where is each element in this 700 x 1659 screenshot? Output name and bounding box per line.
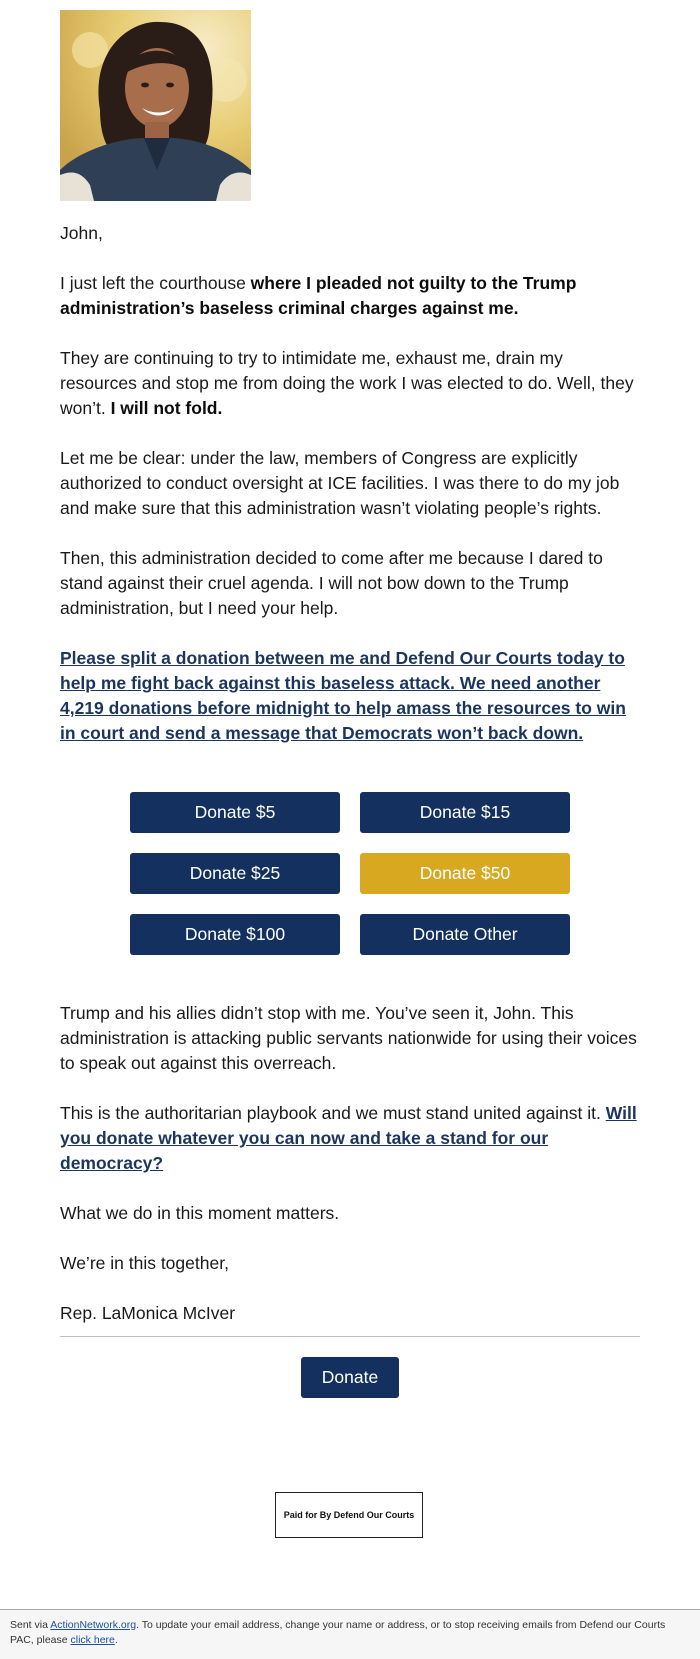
divider: [60, 1336, 640, 1337]
paragraph-together: We’re in this together,: [60, 1253, 229, 1273]
footer-prefix: Sent via: [10, 1619, 51, 1631]
paid-for-disclaimer: Paid for By Defend Our Courts: [275, 1492, 423, 1538]
paragraph-moment: What we do in this moment matters.: [60, 1203, 340, 1223]
donate-15-button[interactable]: Donate $15: [360, 792, 570, 833]
email-body: [60, 10, 640, 1398]
paragraph-intimidate-text: They are continuing to try to intimidate me, exhaust me, drain my resources and stop me from doing the work I was elected to do. Well, they won’t.: [60, 348, 634, 418]
donate-100-button[interactable]: Donate $100: [130, 914, 340, 955]
final-donate-wrap: [60, 1357, 640, 1398]
donate-5-button[interactable]: Donate $5: [130, 792, 340, 833]
actionnetwork-link[interactable]: ActionNetwork.org: [50, 1619, 137, 1631]
donate-other-button[interactable]: Donate Other: [360, 914, 570, 955]
footer-suffix: .: [114, 1634, 118, 1646]
split-donation-link[interactable]: Please split a donation between me and Defend Our Courts today to help me fight back against this baseless attack. We need another 4,219 donations before midnight to help amass the resources to win in court and send a message that Democrats won’t back down.: [60, 648, 626, 743]
paragraph-intimidate: [60, 346, 640, 421]
donate-25-button[interactable]: Donate $25: [130, 853, 340, 894]
unsubscribe-link[interactable]: click here: [70, 1634, 115, 1646]
paragraph-courthouse: [60, 271, 640, 321]
greeting: John,: [60, 223, 103, 243]
paragraph-courthouse-emphasis: where I pleaded not guilty to the Trump administration’s baseless criminal charges against me.: [60, 273, 577, 318]
paragraph-playbook: [60, 1101, 640, 1176]
footer-middle: . To update your email address, change your name or address, or to stop receiving emails from Defend our Courts PAC, please: [10, 1619, 666, 1646]
candidate-photo: [60, 10, 251, 201]
paragraph-oversight: Let me be clear: under the law, members of Congress are explicitly authorized to conduct oversight at ICE facilities. I was there to do my job and make sure that this administration wasn’t violating people’s rights.: [60, 448, 620, 518]
paragraph-courthouse-text: I just left the courthouse: [60, 273, 251, 293]
paragraph-agenda: Then, this administration decided to come after me because I dared to stand against their cruel agenda. I will not bow down to the Trump administration, but I need your help.: [60, 548, 603, 618]
donate-50-button[interactable]: Donate $50: [360, 853, 570, 894]
footer: [0, 1609, 700, 1659]
paragraph-allies: Trump and his allies didn’t stop with me. You’ve seen it, John. This administration is attacking public servants nationwide for using their voices to speak out against this overreach.: [60, 1003, 637, 1073]
cta-paragraph: [60, 646, 640, 746]
paragraph-playbook-text: This is the authoritarian playbook and we must stand united against it.: [60, 1103, 606, 1123]
paragraph-intimidate-emphasis: I will not fold.: [110, 398, 223, 418]
donate-amount-grid: [130, 792, 570, 955]
signature: Rep. LaMonica McIver: [60, 1303, 236, 1323]
donate-whatever-link[interactable]: Will you donate whatever you can now and take a stand for our democracy?: [60, 1103, 637, 1173]
donate-button[interactable]: Donate: [301, 1357, 399, 1398]
